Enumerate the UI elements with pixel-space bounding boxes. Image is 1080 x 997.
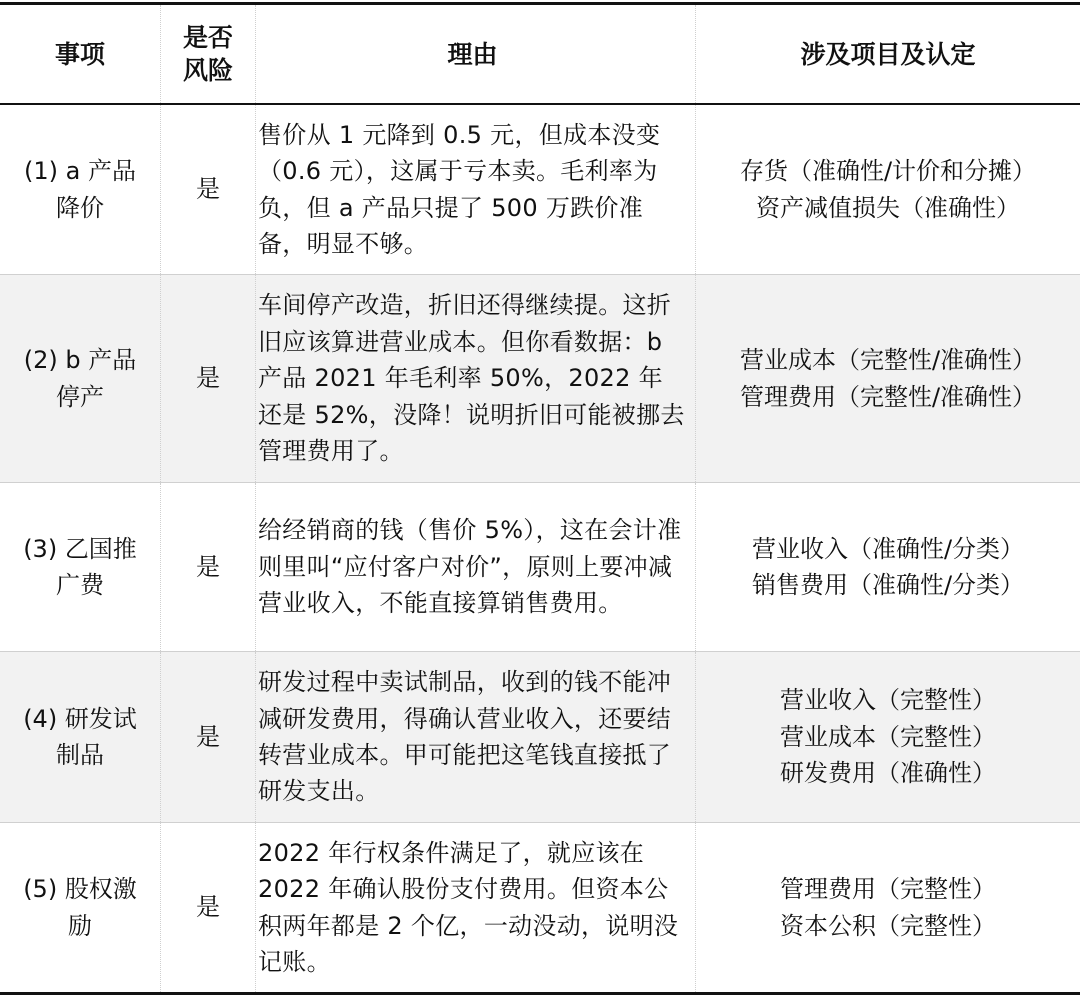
table-row: [0, 275, 1080, 482]
row-accounts: 营业收入（完整性） 营业成本（完整性） 研发费用（准确性）: [695, 652, 1080, 822]
table-row: [0, 483, 1080, 651]
row-reason: 2022 年行权条件满足了，就应该在2022 年确认股份支付费用。但资本公积两年都是 2 个亿，一动没动，说明没记账。: [255, 823, 695, 992]
row-reason: 给经销商的钱（售价 5%），这在会计准则里叫“应付客户对价”，原则上要冲减营业收入，不能直接算销售费用。: [255, 483, 695, 651]
table-bottom-rule: [0, 992, 1080, 995]
header-item: 事项: [54, 39, 105, 69]
header-accounts: 涉及项目及认定: [695, 5, 1080, 103]
row-accounts: 营业成本（完整性/准确性） 管理费用（完整性/准确性）: [695, 275, 1080, 482]
row-item: (2) b 产品 停产: [23, 346, 137, 411]
table-row: [0, 105, 1080, 274]
row-accounts: 管理费用（完整性） 资本公积（完整性）: [695, 823, 1080, 992]
row-risk: 是: [160, 275, 255, 482]
row-risk: 是: [160, 823, 255, 992]
row-reason: 车间停产改造，折旧还得继续提。这折旧应该算进营业成本。但你看数据：b 产品 2021 年毛利率 50%，2022 年还是 52%，没降！说明折旧可能被挪去管理费用了。: [255, 275, 695, 482]
row-risk: 是: [160, 652, 255, 822]
row-reason: 售价从 1 元降到 0.5 元，但成本没变（0.6 元），这属于亏本卖。毛利率为负，但 a 产品只提了 500 万跌价准备，明显不够。: [255, 105, 695, 274]
row-accounts: 营业收入（准确性/分类） 销售费用（准确性/分类）: [695, 483, 1080, 651]
table-row: [0, 652, 1080, 822]
row-accounts: 存货（准确性/计价和分摊） 资产减值损失（准确性）: [695, 105, 1080, 274]
row-item: (5) 股权激 励: [23, 875, 137, 940]
table-header-row: [0, 5, 1080, 103]
table-row: [0, 823, 1080, 992]
header-risk: 是否 风险: [160, 5, 255, 103]
row-reason: 研发过程中卖试制品，收到的钱不能冲减研发费用，得确认营业收入，还要结转营业成本。甲可能把这笔钱直接抵了研发支出。: [255, 652, 695, 822]
row-item: (3) 乙国推 广费: [23, 534, 137, 599]
row-item: (4) 研发试 制品: [23, 704, 137, 769]
header-reason: 理由: [255, 5, 695, 103]
row-risk: 是: [160, 105, 255, 274]
row-item: (1) a 产品 降价: [24, 157, 136, 222]
row-risk: 是: [160, 483, 255, 651]
